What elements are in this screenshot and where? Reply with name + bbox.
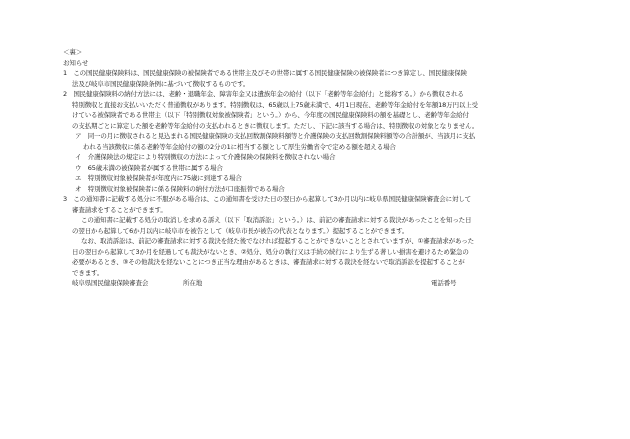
notice-heading: お知らせ: [63, 58, 89, 67]
section-3-line: 必要があるとき、③その他裁決を経ないことにつき正当な理由があるときは、審査請求に対する裁決を経ないで取消訴訟を提起することが: [72, 258, 465, 266]
list-item-label: エ: [75, 174, 82, 182]
list-item-label: ア: [75, 132, 82, 140]
section-1-line: 1 この国民健康保険料は、国民健康保険の被保険者である世帯主及びその世帯に属する国民健康保険の被保険者につき算定し、国民健康保険: [63, 69, 467, 77]
section-3-line: の翌日から起算して6か月以内に岐阜市を被告として（岐阜市長が被告の代表となります。）提起することができます。: [72, 226, 409, 235]
list-item: [63, 163, 573, 174]
list-item: [63, 131, 573, 142]
list-item-text: われる当該徴収に係る老齢等年金給付の額の2分の1に相当する額として厚生労働省令で定める額を超える場合: [83, 142, 396, 151]
list-item: [63, 173, 573, 184]
section-3-line: なお、取消訴訟は、前記の審査請求に対する裁決を経た後でなければ提起することができないこととされていますが、①審査請求があった: [81, 237, 474, 245]
list-item: [63, 142, 573, 153]
section-2-line: けている被保険者である世帯主（以下「特別徴収対象被保険者」という。）から、今年度の国民健康保険料の額を基礎とし、老齢等年金給付: [72, 111, 469, 119]
council-name: 岐阜県国民健康保険審査会: [72, 279, 149, 287]
section-3-line: この通知書に記載する処分の取消しを求める訴え（以下「取消訴訟」という。）は、前記の審査請求に対する裁決があったことを知った日: [81, 216, 472, 224]
location-label: 所在地: [183, 279, 203, 287]
list-item: [63, 184, 573, 195]
list-item-text: 同一の月に徴収されると見込まれる国民健康保険の支払回数割保険料額等と介護保険の支払回数割保険料額等の合計額が、当該月に支払: [87, 132, 476, 140]
section-1: [63, 68, 573, 89]
list-item: [63, 152, 573, 163]
section-3-line: 日の翌日から起算して3か月を経過しても裁決がないとき、②処分、処分の執行又は手続の続行により生ずる著しい損害を避けるため緊急の: [72, 247, 469, 256]
exception-list: [63, 131, 573, 194]
list-item-label: オ: [75, 184, 82, 193]
section-2: [63, 89, 573, 131]
list-item-text: 65歳未満の被保険者が属する世帯に属する場合: [87, 163, 223, 172]
list-item-label: ウ: [75, 163, 82, 172]
phone-label: 電話番号: [431, 279, 457, 287]
section-3-line: 3 この通知書に記載する処分に不服がある場合は、この通知書を受けた日の翌日から起算して3か月以内に岐阜県国民健康保険審査会に対して: [63, 195, 472, 203]
document-body: [63, 47, 573, 289]
section-3-line: 審査請求をすることができます。: [72, 205, 167, 214]
section-3-line: できます。: [72, 268, 104, 277]
section-3: [63, 194, 573, 278]
list-item-label: イ: [75, 153, 82, 161]
section-1-line: 法及び岐阜市国民健康保険条例に基づいて徴収するものです。: [72, 79, 250, 88]
section-2-line: 特別徴収と直接お支払いいただく普通徴収があります。特別徴収は、65歳以上75歳未満で、4月1日現在、老齢等年金給付を年額18万円以上受: [72, 100, 478, 109]
list-item-text: 特別徴収対象被保険者が年度内に75歳に到達する場合: [87, 174, 242, 182]
list-item-text: 特別徴収対象被保険者に係る保険料の納付方法が口座振替である場合: [87, 184, 285, 193]
list-item-text: 介護保険法の規定により特別徴収の方法によって介護保険の保険料を徴収されない場合: [87, 153, 336, 161]
section-2-line: の支払期ごとに算定した額を老齢等年金給付の支払われるときに徴収します。ただし、下記に該当する場合は、特別徴収の対象となりません。: [72, 121, 479, 130]
contact-footer: [63, 278, 573, 289]
back-marker: ＜裏＞: [63, 48, 83, 56]
section-2-line: 2 国民健康保険料の納付方法には、老齢・退職年金、障害年金又は遺族年金の給付（以下「老齢等年金給付」と総称する。）から徴収される: [63, 90, 464, 98]
